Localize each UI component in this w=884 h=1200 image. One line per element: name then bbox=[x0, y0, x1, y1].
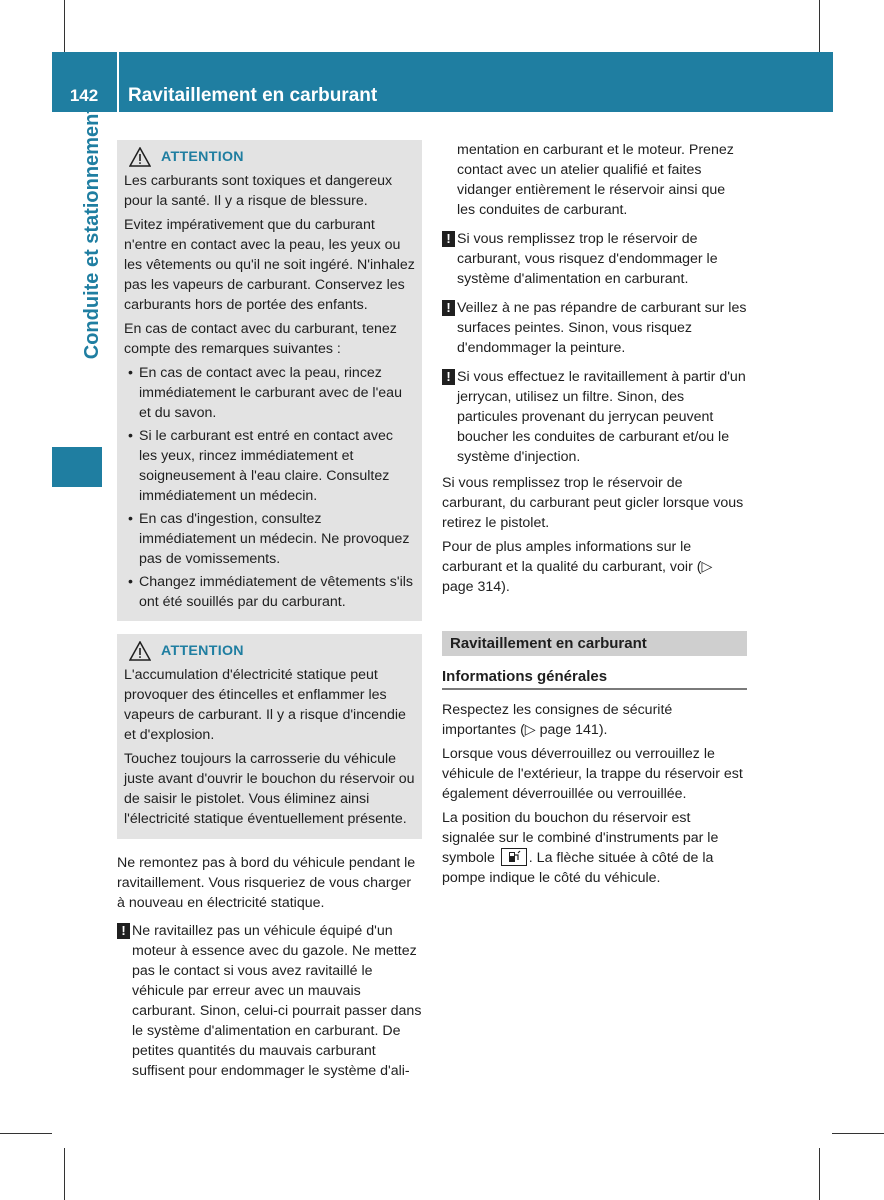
warning-title: ATTENTION bbox=[161, 643, 244, 659]
chapter-label-container bbox=[52, 107, 103, 442]
warning-paragraph: L'accumulation d'électricité statique peut provoquer des étincelles et enflammer les vapeurs de carburant. Il y a risque d'incendie et d'explosion. bbox=[124, 667, 406, 743]
body-paragraph: Ne remontez pas à bord du véhicule pendant le ravitaillement. Vous risqueriez de vous charger à nouveau en électricité statique. bbox=[117, 855, 416, 911]
warning-paragraph: En cas de contact avec du carburant, tenez compte des remarques suivantes : bbox=[124, 321, 397, 357]
crop-mark bbox=[819, 0, 820, 52]
crop-mark bbox=[64, 0, 65, 52]
warning-paragraph: Les carburants sont toxiques et dangereux pour la santé. Il y a risque de blessure. bbox=[124, 173, 393, 209]
body-paragraph: Si vous remplissez trop le réservoir de carburant, du carburant peut gicler lorsque vous retirez le pistolet. bbox=[442, 475, 744, 531]
notice-diesel bbox=[117, 921, 422, 1081]
body-paragraph: Respectez les consignes de sécurité importantes (▷ page 141). bbox=[442, 702, 673, 738]
chapter-tab bbox=[52, 447, 102, 487]
body-paragraph: Pour de plus amples informations sur le carburant et la qualité du carburant, voir (▷ page 314). bbox=[442, 539, 713, 595]
list-item: • Si le carburant est entré en contact avec les yeux, rincez immédiatement et soigneusement à l'eau claire. Consultez immédiatement un médecin. bbox=[124, 426, 415, 506]
list-item: • En cas de contact avec la peau, rincez immédiatement le carburant avec de l'eau et du savon. bbox=[124, 363, 415, 423]
exclamation-icon: ! bbox=[442, 231, 455, 247]
header-divider bbox=[117, 52, 119, 112]
warning-header bbox=[129, 641, 415, 661]
subsection-heading: Informations générales bbox=[442, 668, 747, 690]
right-column bbox=[442, 140, 747, 892]
section-heading bbox=[442, 631, 747, 656]
fuel-pump-icon bbox=[501, 848, 527, 866]
notice-text: Veillez à ne pas répandre de carburant sur les surfaces peintes. Sinon, vous risquez d'endommager la peinture. bbox=[457, 300, 747, 356]
notice-continuation: mentation en carburant et le moteur. Prenez contact avec un atelier qualifié et faites vidanger entièrement le réservoir ainsi que les conduites de carburant. bbox=[457, 142, 734, 218]
crop-mark bbox=[0, 1133, 52, 1134]
symbol-text-before: La position du bouchon du réservoir est signalée sur le combiné d'instruments par le symbole bbox=[442, 810, 719, 866]
crop-mark bbox=[819, 1148, 820, 1200]
notice-overfill bbox=[442, 229, 747, 289]
body-paragraph: Lorsque vous déverrouillez ou verrouillez le véhicule de l'extérieur, la trappe du réservoir est également déverrouillée ou verrouillée. bbox=[442, 746, 743, 802]
section-title: Ravitaillement en carburant bbox=[450, 635, 647, 652]
crop-mark bbox=[64, 1148, 65, 1200]
exclamation-icon: ! bbox=[117, 923, 130, 939]
body-paragraph-symbol bbox=[442, 808, 747, 888]
exclamation-icon: ! bbox=[442, 369, 455, 385]
exclamation-icon: ! bbox=[442, 300, 455, 316]
warning-paragraph: Evitez impérativement que du carburant n'entre en contact avec la peau, les yeux ou les vêtements ou qu'il ne soit ingéré. N'inhalez pas les vapeurs de carburant. Conservez les carburants hors de portée des enfants. bbox=[124, 217, 415, 313]
warning-box-toxic bbox=[117, 140, 422, 621]
page-title: Ravitaillement en carburant bbox=[128, 85, 378, 106]
left-column bbox=[117, 140, 422, 1090]
warning-triangle-icon bbox=[129, 147, 151, 167]
notice-paint bbox=[442, 298, 747, 358]
page-number: 142 bbox=[69, 86, 99, 105]
chapter-label: Conduite et stationnement bbox=[81, 107, 103, 360]
notice-text: Si vous remplissez trop le réservoir de carburant, vous risquez d'endommager le système d'alimentation en carburant. bbox=[457, 231, 718, 287]
notice-text: Si vous effectuez le ravitaillement à partir d'un jerrycan, utilisez un filtre. Sinon, des particules provenant du jerrycan peuvent boucher les conduites de carburant et/ou le système d'injection. bbox=[457, 369, 746, 465]
notice-jerrycan bbox=[442, 367, 747, 467]
warning-bullet-list bbox=[124, 363, 415, 612]
list-item: • En cas d'ingestion, consultez immédiatement un médecin. Ne provoquez pas de vomissements. bbox=[124, 509, 415, 569]
notice-text: Ne ravitaillez pas un véhicule équipé d'un moteur à essence avec du gazole. Ne mettez pas le contact si vous avez ravitaillé le véhicule par erreur avec un mauvais carburant. Sinon, celui-ci pourrait passer dans le système d'alimentation en carburant. De petites quantités du mauvais carburant suffisent pour endommager le système d'ali- bbox=[132, 923, 422, 1079]
warning-header bbox=[129, 147, 415, 167]
list-item: • Changez immédiatement de vêtements s'ils ont été souillés par du carburant. bbox=[124, 572, 415, 612]
warning-paragraph: Touchez toujours la carrosserie du véhicule juste avant d'ouvrir le bouchon du réservoir ou de saisir le pistolet. Vous éliminez ainsi l'électricité statique éventuellement présente. bbox=[124, 751, 415, 827]
warning-triangle-icon bbox=[129, 641, 151, 661]
crop-mark bbox=[832, 1133, 884, 1134]
warning-title: ATTENTION bbox=[161, 149, 244, 165]
warning-box-static bbox=[117, 634, 422, 839]
symbol-text-after: . La flèche située à côté de la pompe indique le côté du véhicule. bbox=[442, 850, 714, 886]
